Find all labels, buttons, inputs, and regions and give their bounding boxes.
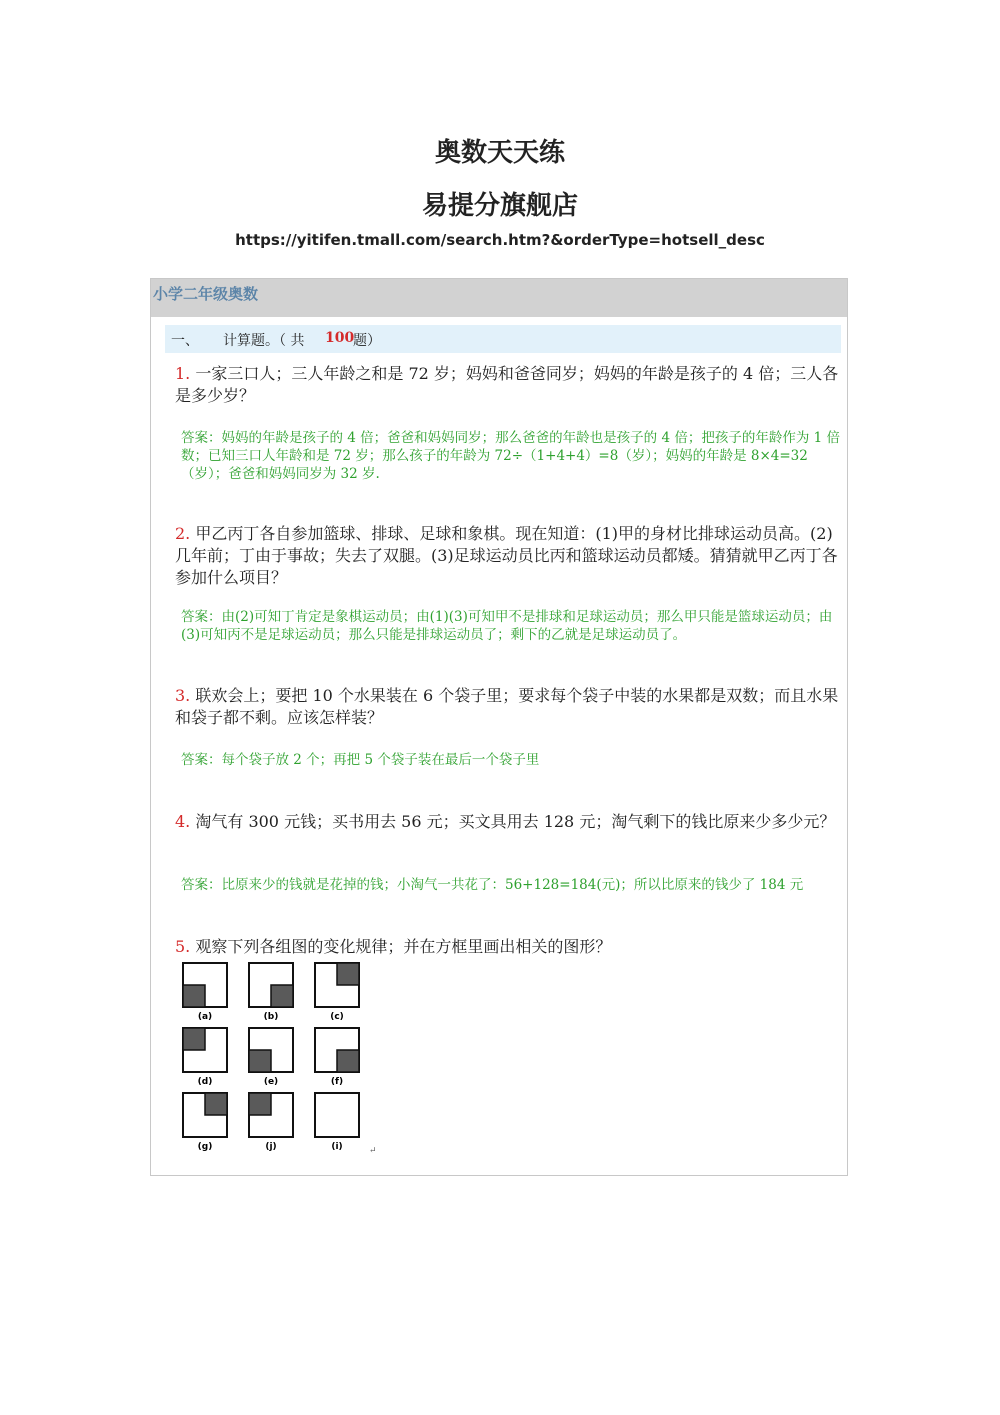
shaded-square bbox=[271, 985, 293, 1007]
figure-label: (j) bbox=[265, 1142, 277, 1152]
figure-cell bbox=[183, 963, 227, 1022]
shaded-square bbox=[249, 1093, 271, 1115]
question-text: 联欢会上；要把 10 个水果装在 6 个袋子里；要求每个袋子中装的水果都是双数；而且水果和袋子都不剩。应该怎样装？ bbox=[175, 686, 839, 727]
exercise-panel bbox=[150, 278, 848, 1176]
question-text: 淘气有 300 元钱；买书用去 56 元；买文具用去 128 元；淘气剩下的钱比原来少多少元？ bbox=[195, 812, 836, 831]
shaded-square bbox=[337, 1050, 359, 1072]
question-3 bbox=[175, 685, 847, 729]
question-number: 4. bbox=[175, 812, 191, 831]
question-number: 3. bbox=[175, 686, 191, 705]
question-4 bbox=[175, 811, 847, 833]
figure-cell bbox=[249, 1028, 293, 1087]
section-suffix: 题） bbox=[353, 333, 381, 349]
panel-title: 小学二年级奥数 bbox=[153, 285, 259, 303]
return-mark: ↵ bbox=[369, 1146, 377, 1156]
answer-4: 答案：比原来少的钱就是花掉的钱；小淘气一共花了：56+128=184(元)；所以比原来的钱少了 184 元 bbox=[181, 877, 804, 893]
question-number: 2. bbox=[175, 524, 191, 543]
question-1 bbox=[175, 363, 847, 407]
document-title: 奥数天天练 bbox=[434, 138, 565, 168]
question-2 bbox=[175, 523, 847, 589]
figure-label: (i) bbox=[331, 1142, 343, 1152]
figure-label: (g) bbox=[197, 1142, 213, 1152]
answer-1: 答案：妈妈的年龄是孩子的 4 倍；爸爸和妈妈同岁；那么爸爸的年龄也是孩子的 4 倍；把孩子的年龄作为 1 倍数；已知三口人年龄和是 72 岁；那么孩子的年龄为 72÷（1+4+4）=8（岁）；妈妈的年龄是 8×4=32（岁）；爸爸和妈妈同岁为 32 岁. bbox=[181, 430, 841, 482]
section-count: 100 bbox=[325, 330, 355, 346]
question-text: 一家三口人；三人年龄之和是 72 岁；妈妈和爸爸同岁；妈妈的年龄是孩子的 4 倍；三人各是多少岁？ bbox=[175, 364, 839, 405]
shaded-square bbox=[337, 963, 359, 985]
question-text: 甲乙丙丁各自参加篮球、排球、足球和象棋。现在知道：(1)甲的身材比排球运动员高。(2)几年前；丁由于事故；失去了双腿。(3)足球运动员比丙和篮球运动员都矮。猜猜就甲乙丙丁各参加什么项目？ bbox=[175, 524, 838, 587]
shop-url[interactable]: https://yitifen.tmall.com/search.htm?&orderType=hotsell_desc bbox=[235, 231, 765, 249]
figure-cell bbox=[315, 963, 359, 1022]
shaded-square bbox=[183, 1028, 205, 1050]
question-number: 1. bbox=[175, 364, 191, 383]
question-5 bbox=[175, 936, 847, 958]
shaded-square bbox=[249, 1050, 271, 1072]
panel-header bbox=[151, 279, 847, 317]
pattern-figure bbox=[179, 961, 379, 1161]
question-number: 5. bbox=[175, 937, 191, 956]
answer-2: 答案：由(2)可知丁肯定是象棋运动员；由(1)(3)可知甲不是排球和足球运动员；那么甲只能是篮球运动员；由(3)可知丙不是足球运动员；那么只能是排球运动员了；剩下的乙就是足球运动员了。 bbox=[181, 609, 833, 643]
figure-label: (b) bbox=[263, 1012, 279, 1022]
figure-cell bbox=[183, 1028, 227, 1087]
figure-label: (e) bbox=[263, 1077, 279, 1087]
figure-cell bbox=[249, 963, 293, 1022]
figure-box bbox=[315, 1093, 359, 1137]
figure-cell bbox=[315, 1093, 359, 1152]
section-label: 计算题。（ 共 bbox=[223, 333, 305, 349]
figure-label: (d) bbox=[197, 1077, 213, 1087]
shaded-square bbox=[205, 1093, 227, 1115]
figure-cell bbox=[183, 1093, 227, 1152]
figure-label: (c) bbox=[330, 1012, 344, 1022]
figure-cell bbox=[315, 1028, 359, 1087]
figure-label: (a) bbox=[197, 1012, 213, 1022]
figure-label: (f) bbox=[330, 1077, 344, 1087]
figure-cell bbox=[249, 1093, 293, 1152]
shop-name: 易提分旗舰店 bbox=[421, 191, 578, 221]
answer-3: 答案：每个袋子放 2 个；再把 5 个袋子装在最后一个袋子里 bbox=[181, 752, 540, 768]
section-prefix: 一、 bbox=[171, 333, 199, 349]
shaded-square bbox=[183, 985, 205, 1007]
section-header bbox=[165, 325, 841, 353]
question-text: 观察下列各组图的变化规律；并在方框里画出相关的图形？ bbox=[195, 937, 612, 956]
